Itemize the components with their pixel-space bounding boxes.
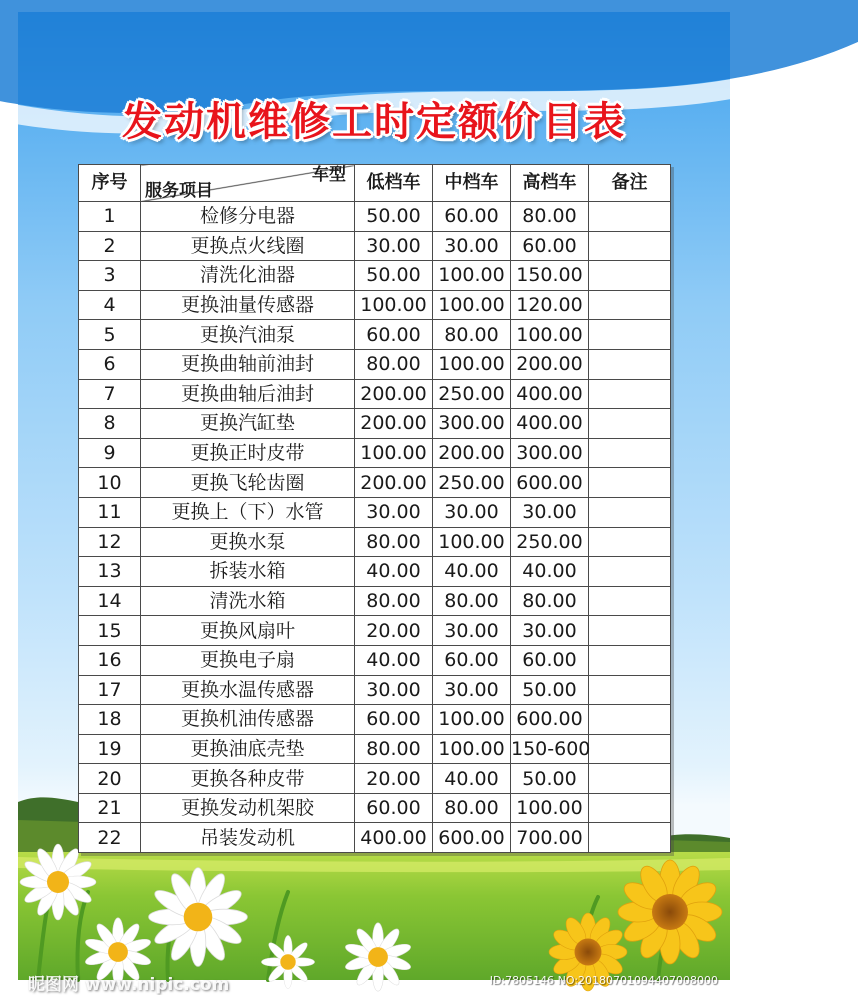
cell-item: 更换油底壳垫 xyxy=(141,734,355,764)
cell-mid: 60.00 xyxy=(433,645,511,675)
cell-low: 30.00 xyxy=(355,675,433,705)
cell-mid: 80.00 xyxy=(433,793,511,823)
table-row xyxy=(79,734,671,764)
cell-high: 100.00 xyxy=(511,793,589,823)
cell-item: 更换上（下）水管 xyxy=(141,497,355,527)
cell-item: 更换汽油泵 xyxy=(141,320,355,350)
cell-no: 6 xyxy=(79,349,141,379)
table-header-row xyxy=(79,165,671,202)
cell-no: 4 xyxy=(79,290,141,320)
cell-no: 8 xyxy=(79,409,141,439)
cell-no: 19 xyxy=(79,734,141,764)
table-row xyxy=(79,793,671,823)
cell-note xyxy=(589,320,671,350)
cell-item: 更换油量传感器 xyxy=(141,290,355,320)
cell-note xyxy=(589,438,671,468)
cell-mid: 30.00 xyxy=(433,616,511,646)
cell-high: 100.00 xyxy=(511,320,589,350)
cell-low: 40.00 xyxy=(355,557,433,587)
cell-no: 1 xyxy=(79,202,141,232)
cell-low: 80.00 xyxy=(355,527,433,557)
cell-note xyxy=(589,497,671,527)
header-mid: 中档车 xyxy=(433,165,511,202)
cell-high: 60.00 xyxy=(511,645,589,675)
cell-note xyxy=(589,379,671,409)
cell-mid: 30.00 xyxy=(433,675,511,705)
table-row xyxy=(79,705,671,735)
cell-no: 13 xyxy=(79,557,141,587)
cell-low: 100.00 xyxy=(355,290,433,320)
cell-high: 120.00 xyxy=(511,290,589,320)
cell-no: 15 xyxy=(79,616,141,646)
cell-item: 更换曲轴后油封 xyxy=(141,379,355,409)
cell-low: 20.00 xyxy=(355,764,433,794)
cell-high: 150.00 xyxy=(511,261,589,291)
cell-item: 更换水泵 xyxy=(141,527,355,557)
cell-no: 2 xyxy=(79,231,141,261)
cell-high: 400.00 xyxy=(511,379,589,409)
cell-item: 拆装水箱 xyxy=(141,557,355,587)
table-row xyxy=(79,586,671,616)
table-row xyxy=(79,764,671,794)
header-diagonal-cell xyxy=(141,165,355,202)
table-row xyxy=(79,202,671,232)
table-row xyxy=(79,320,671,350)
cell-low: 60.00 xyxy=(355,320,433,350)
cell-low: 200.00 xyxy=(355,409,433,439)
cell-no: 22 xyxy=(79,823,141,853)
cell-note xyxy=(589,734,671,764)
cell-low: 30.00 xyxy=(355,231,433,261)
cell-note xyxy=(589,557,671,587)
cell-note xyxy=(589,764,671,794)
cell-high: 30.00 xyxy=(511,616,589,646)
cell-mid: 200.00 xyxy=(433,438,511,468)
cell-item: 更换水温传感器 xyxy=(141,675,355,705)
header-low: 低档车 xyxy=(355,165,433,202)
cell-item: 吊装发动机 xyxy=(141,823,355,853)
cell-mid: 30.00 xyxy=(433,497,511,527)
header-note: 备注 xyxy=(589,165,671,202)
table-row xyxy=(79,290,671,320)
cell-item: 更换电子扇 xyxy=(141,645,355,675)
cell-low: 100.00 xyxy=(355,438,433,468)
table-row xyxy=(79,438,671,468)
cell-low: 80.00 xyxy=(355,349,433,379)
cell-item: 检修分电器 xyxy=(141,202,355,232)
cell-low: 20.00 xyxy=(355,616,433,646)
table-row xyxy=(79,645,671,675)
cell-high: 600.00 xyxy=(511,468,589,498)
cell-no: 21 xyxy=(79,793,141,823)
table-row xyxy=(79,557,671,587)
cell-mid: 100.00 xyxy=(433,349,511,379)
cell-mid: 250.00 xyxy=(433,468,511,498)
cell-low: 80.00 xyxy=(355,734,433,764)
cell-item: 更换曲轴前油封 xyxy=(141,349,355,379)
cell-low: 50.00 xyxy=(355,202,433,232)
cell-mid: 100.00 xyxy=(433,261,511,291)
cell-note xyxy=(589,409,671,439)
cell-high: 600.00 xyxy=(511,705,589,735)
cell-no: 9 xyxy=(79,438,141,468)
cell-low: 40.00 xyxy=(355,645,433,675)
cell-item: 清洗水箱 xyxy=(141,586,355,616)
cell-no: 20 xyxy=(79,764,141,794)
cell-low: 50.00 xyxy=(355,261,433,291)
cell-note xyxy=(589,202,671,232)
cell-item: 清洗化油器 xyxy=(141,261,355,291)
header-high: 高档车 xyxy=(511,165,589,202)
cell-no: 12 xyxy=(79,527,141,557)
table-row xyxy=(79,409,671,439)
cell-mid: 30.00 xyxy=(433,231,511,261)
table-row xyxy=(79,261,671,291)
cell-no: 3 xyxy=(79,261,141,291)
table-row xyxy=(79,379,671,409)
cell-note xyxy=(589,675,671,705)
cell-item: 更换风扇叶 xyxy=(141,616,355,646)
page-title: 发动机维修工时定额价目表 xyxy=(122,99,626,145)
cell-note xyxy=(589,349,671,379)
cell-high: 80.00 xyxy=(511,202,589,232)
cell-item: 更换发动机架胶 xyxy=(141,793,355,823)
cell-high: 400.00 xyxy=(511,409,589,439)
watermark-id: ID:7805146 NO:20180701094407008000 xyxy=(489,974,718,987)
cell-high: 150-600 xyxy=(511,734,589,764)
table-body xyxy=(79,202,671,853)
cell-low: 400.00 xyxy=(355,823,433,853)
cell-item: 更换点火线圈 xyxy=(141,231,355,261)
cell-note xyxy=(589,527,671,557)
cell-low: 200.00 xyxy=(355,468,433,498)
cell-mid: 100.00 xyxy=(433,705,511,735)
cell-high: 80.00 xyxy=(511,586,589,616)
cell-no: 18 xyxy=(79,705,141,735)
cell-item: 更换汽缸垫 xyxy=(141,409,355,439)
cell-mid: 600.00 xyxy=(433,823,511,853)
cell-mid: 80.00 xyxy=(433,320,511,350)
cell-item: 更换正时皮带 xyxy=(141,438,355,468)
header-service-item: 服务项目 xyxy=(145,181,213,201)
cell-high: 50.00 xyxy=(511,675,589,705)
cell-high: 40.00 xyxy=(511,557,589,587)
cell-no: 5 xyxy=(79,320,141,350)
cell-mid: 100.00 xyxy=(433,734,511,764)
cell-high: 30.00 xyxy=(511,497,589,527)
table-row xyxy=(79,468,671,498)
cell-low: 60.00 xyxy=(355,705,433,735)
table-row xyxy=(79,497,671,527)
table-row xyxy=(79,231,671,261)
header-no: 序号 xyxy=(79,165,141,202)
cell-note xyxy=(589,705,671,735)
daisy-flower-icon xyxy=(261,935,314,988)
cell-high: 300.00 xyxy=(511,438,589,468)
cell-mid: 60.00 xyxy=(433,202,511,232)
cell-no: 7 xyxy=(79,379,141,409)
cell-note xyxy=(589,586,671,616)
cell-note xyxy=(589,261,671,291)
watermark-logo: 昵图网 www.nipic.com xyxy=(28,975,230,995)
cell-no: 17 xyxy=(79,675,141,705)
cell-high: 700.00 xyxy=(511,823,589,853)
cell-no: 10 xyxy=(79,468,141,498)
cell-mid: 40.00 xyxy=(433,557,511,587)
cell-mid: 40.00 xyxy=(433,764,511,794)
cell-high: 250.00 xyxy=(511,527,589,557)
cell-item: 更换机油传感器 xyxy=(141,705,355,735)
cell-high: 200.00 xyxy=(511,349,589,379)
cell-high: 60.00 xyxy=(511,231,589,261)
cell-mid: 300.00 xyxy=(433,409,511,439)
cell-no: 11 xyxy=(79,497,141,527)
cell-low: 80.00 xyxy=(355,586,433,616)
cell-no: 14 xyxy=(79,586,141,616)
header-vehicle-type: 车型 xyxy=(312,165,346,185)
cell-note xyxy=(589,231,671,261)
table-row xyxy=(79,823,671,853)
cell-item: 更换飞轮齿圈 xyxy=(141,468,355,498)
cell-mid: 100.00 xyxy=(433,527,511,557)
cell-mid: 250.00 xyxy=(433,379,511,409)
table-row xyxy=(79,616,671,646)
cell-low: 200.00 xyxy=(355,379,433,409)
cell-note xyxy=(589,823,671,853)
cell-mid: 100.00 xyxy=(433,290,511,320)
cell-note xyxy=(589,468,671,498)
price-table xyxy=(78,164,671,853)
cell-item: 更换各种皮带 xyxy=(141,764,355,794)
cell-no: 16 xyxy=(79,645,141,675)
cell-low: 30.00 xyxy=(355,497,433,527)
table-row xyxy=(79,349,671,379)
cell-note xyxy=(589,793,671,823)
poster-background xyxy=(18,12,730,995)
cell-mid: 80.00 xyxy=(433,586,511,616)
cell-low: 60.00 xyxy=(355,793,433,823)
cell-note xyxy=(589,645,671,675)
table-row xyxy=(79,675,671,705)
cell-high: 50.00 xyxy=(511,764,589,794)
table-row xyxy=(79,527,671,557)
cell-note xyxy=(589,616,671,646)
cell-note xyxy=(589,290,671,320)
